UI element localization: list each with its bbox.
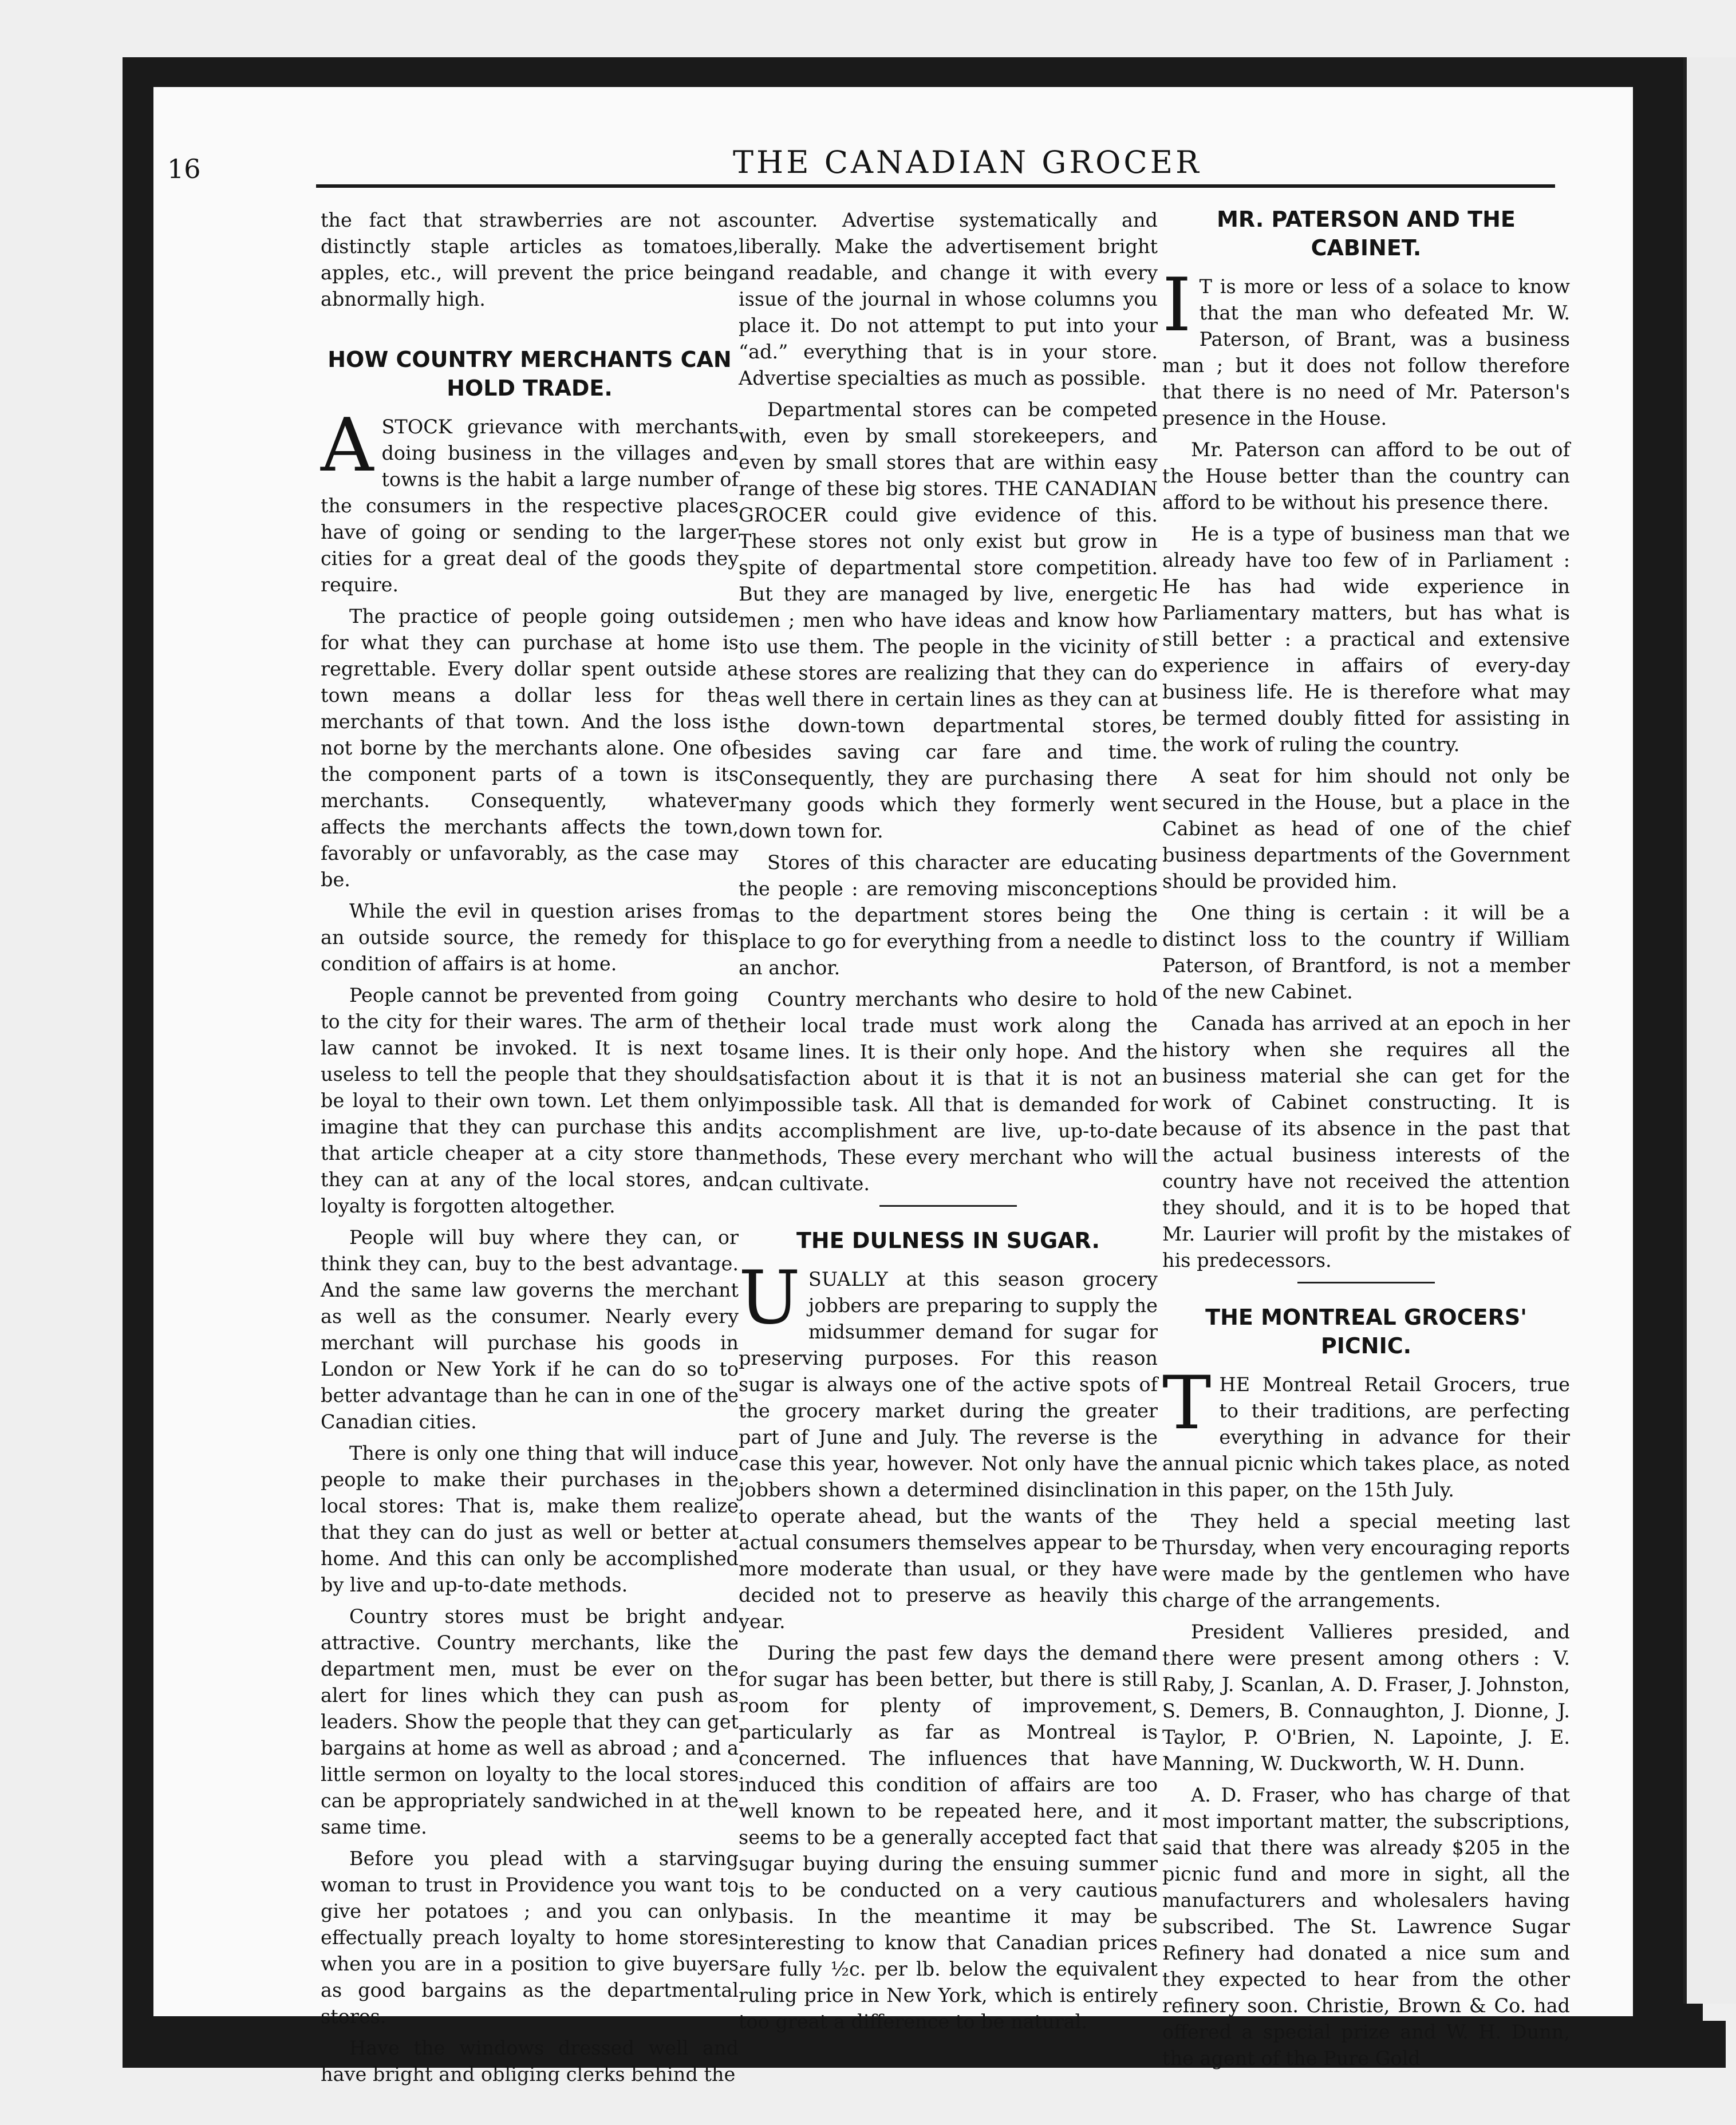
article-divider	[1297, 1282, 1435, 1283]
drop-cap: I	[1162, 263, 1191, 348]
paragraph: Stores of this character are educating the people : are removing misconceptions as to the department stores being the place to go for everything from a needle to an anchor.	[739, 851, 1158, 979]
paragraph: Country merchants who desire to hold their local trade must work along the same lines. It is their only hope. And the satisfaction about it is that it is not an impossible task. All that is demanded for its accomplishment are live, up-to-date methods, These every merchant who will can cultivate.	[739, 988, 1158, 1195]
paragraph: Country stores must be bright and attractive. Country merchants, like the department men, must be ever on the alert for lines which they can push as leaders. Show the people that they can get bargains at home as well as abroad ; and a little sermon on loyalty to the local stores can be appropriately sandwiched in at the same time.	[321, 1605, 739, 1838]
paragraph: Departmental stores can be competed with, even by small storekeepers, and even by small stores that are within easy range of these big stores. THE CANADIAN GROCER could give evidence of this. These stores not only exist but grow in spite of departmental store competition. But they are managed by live, energetic men ; men who have ideas and know how to use them. The people in the vicinity of these stores are realizing that they can do as well there in certain lines as they can at the down-town departmental stores, besides saving car fare and time. Consequently, they are purchasing there many goods which they formerly went down town for.	[739, 398, 1158, 842]
paragraph: Before you plead with a starving woman to trust in Providence you want to give her potatoes ; and you can only effectually preach loyalty to home stores when you are in a position to give buyers as good bargains as the departmental stores.	[321, 1847, 739, 2028]
paragraph: A seat for him should not only be secured in the House, but a place in the Cabinet as head of one of the chief business departments of the Government should be provided him.	[1162, 765, 1570, 892]
article-lead-paragraph	[321, 403, 739, 598]
paragraph: One thing is certain : it will be a distinct loss to the country if William Paterson, of Brantford, is not a member of the new Cabinet.	[1162, 902, 1570, 1003]
paragraph: Have the windows dressed well and have bright and obliging clerks behind the	[321, 2037, 739, 2085]
paragraph: People will buy where they can, or think they can, buy to the best advantage. And the same law governs the merchant as well as the consumer. Nearly every merchant will purchase his goods in London or New York if he can do so to better advantage than he can in one of the Canadian cities.	[321, 1226, 739, 1433]
column-1	[321, 207, 739, 2093]
paragraph-text: STOCK grievance with merchants doing business in the villages and towns is the habit a large number of the consumers in the respective places have of going or sending to the larger cities for a great deal of the goods they require.	[321, 416, 739, 596]
article-lead-paragraph	[739, 1255, 1158, 1635]
article-lead-paragraph	[1162, 1361, 1570, 1503]
paragraph-text: HE Montreal Retail Grocers, true to their traditions, are perfecting everything in advance for their annual picnic which takes place, as noted in this paper, on the 15th July.	[1162, 1373, 1570, 1501]
header-rule	[316, 184, 1555, 188]
paragraph: People cannot be prevented from going to the city for their wares. The arm of the law cannot be invoked. It is next to useless to tell the people that they should be loyal to their own town. Let them only imagine that they can purchase this and that article cheaper at a city store than they can at any of the local stores, and loyalty is forgotten altogether.	[321, 984, 739, 1217]
running-head: THE CANADIAN GROCER	[733, 144, 1202, 180]
paragraph: Mr. Paterson can afford to be out of the House better than the country can afford to be without his presence there.	[1162, 439, 1570, 514]
paragraph: A. D. Fraser, who has charge of that most important matter, the subscriptions, said that there was already $205 in the picnic fund and more in sight, all the manufacturers and wholesalers having subscribed. The St. Lawrence Sugar Refinery had donated a nice sum and they expected to hear from the other refinery soon. Christie, Brown & Co. had offered a special prize and W. H. Dunn, the agent of the Pure Gold	[1162, 1784, 1570, 2069]
spacer	[321, 318, 739, 337]
page-number: 16	[167, 153, 201, 184]
paragraph: During the past few days the demand for sugar has been better, but there is still room for plenty of improvement, particularly as far as Montreal is concerned. The influences that have induced this condition of affairs are too well known to be repeated here, and it seems to be a generally accepted fact that sugar buying during the ensuing summer is to be conducted on a very cautious basis. In the meantime it may be interesting to know that Canadian prices are fully ½c. per lb. below the equivalent ruling price in New York, which is entirely too great a difference to be natural.	[739, 1642, 1158, 2033]
column-3	[1162, 207, 1570, 2077]
continued-paragraph: counter. Advertise systematically and liberally. Make the advertisement bright and readable, and change it with every issue of the journal in whose columns you place it. Do not attempt to put into your “ad.” everything that is in your store. Advertise specialties as much as possible.	[739, 209, 1158, 389]
article-headline: HOW COUNTRY MERCHANTS CAN HOLD TRADE.	[328, 347, 732, 401]
paragraph: The practice of people going outside for what they can purchase at home is regrettable. Every dollar spent outside a town means a dollar less for the merchants of that town. And the loss is not borne by the merchants alone. One of the component parts of a town is its merchants. Consequently, whatever affects the merchants affects the town, favorably or unfavorably, as the case may be.	[321, 605, 739, 891]
scan-next-page-edge	[1683, 57, 1736, 2004]
drop-cap: A	[321, 403, 374, 488]
paragraph-text: SUALLY at this season grocery jobbers are preparing to supply the midsummer demand for sugar for preserving purposes. For this reason sugar is always one of the active spots of the grocery market during the greater part of June and July. The reverse is the case this year, however. Not only have the jobbers shown a determined disinclination to operate ahead, but the wants of the actual consumers themselves appear to be more moderate than usual, or they have decided not to preserve as heavily this year.	[739, 1268, 1158, 1633]
drop-cap: U	[739, 1255, 800, 1341]
article-headline: THE DULNESS IN SUGAR.	[796, 1228, 1100, 1253]
article-headline: MR. PATERSON AND THE CABINET.	[1217, 207, 1516, 260]
continued-paragraph: the fact that strawberries are not as distinctly staple articles as tomatoes, apples, etc., will prevent the price being abnormally high.	[321, 209, 739, 310]
paragraph-text: T is more or less of a solace to know that the man who defeated Mr. W. Paterson, of Brant, was a business man ; but it does not follow therefore that there is no need of Mr. Paterson's presence in the House.	[1162, 275, 1570, 429]
drop-cap: T	[1162, 1361, 1212, 1446]
paragraph: He is a type of business man that we already have too few of in Parliament : He has had wide experience in Parliamentary matters, but has what is still better : a practical and extensive experience in affairs of every-day business life. He is therefore what may be termed doubly fitted for assisting in the work of ruling the country.	[1162, 523, 1570, 756]
paragraph: There is only one thing that will induce people to make their purchases in the local stores: That is, make them realize that they can do just as well or better at home. And this can only be accomplished by live and up-to-date methods.	[321, 1442, 739, 1596]
paragraph: President Vallieres presided, and there were present among others : V. Raby, J. Scanlan, A. D. Fraser, J. Johnston, S. Demers, B. Connaughton, J. Dionne, J. Taylor, P. O'Brien, N. Lapointe, J. E. Manning, W. Duckworth, W. H. Dunn.	[1162, 1621, 1570, 1775]
article-divider	[879, 1205, 1017, 1207]
article-lead-paragraph	[1162, 263, 1570, 432]
paragraph: They held a special meeting last Thursday, when very encouraging reports were made by the gentlemen who have charge of the arrangements.	[1162, 1510, 1570, 1611]
paragraph: While the evil in question arises from an outside source, the remedy for this condition of affairs is at home.	[321, 900, 739, 975]
paragraph: Canada has arrived at an epoch in her history when she requires all the business material she can get for the work of Cabinet constructing. It is because of its absence in the past that the actual business interests of the country have not received the attention they should, and it is to be hoped that Mr. Laurier will profit by the mistakes of his predecessors.	[1162, 1012, 1570, 1271]
column-2	[739, 207, 1158, 2040]
article-headline: THE MONTREAL GROCERS' PICNIC.	[1205, 1305, 1527, 1358]
